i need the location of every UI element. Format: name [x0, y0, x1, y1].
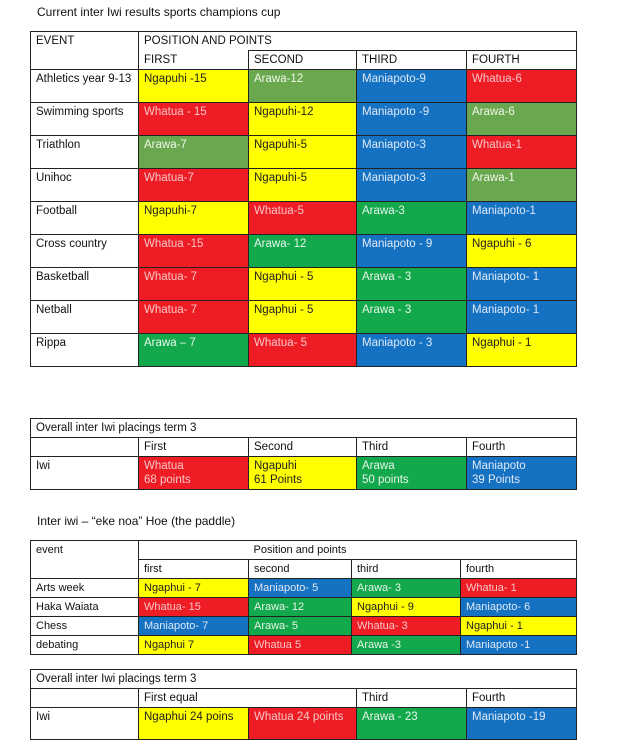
result-cell: Maniapoto - 3 [357, 334, 467, 367]
event-name: Triathlon [31, 136, 139, 169]
result-cell: Ngapuhi - 6 [467, 235, 577, 268]
eke-noa-title: Inter iwi – “eke noa” Hoe (the paddle) [37, 514, 236, 528]
result-cell: Maniapoto-9 [357, 70, 467, 103]
result-cell: Arawa- 12 [249, 598, 352, 617]
result-cell: Ngapuhi-5 [249, 136, 357, 169]
header-third: THIRD [357, 51, 467, 70]
event-name: Unihoc [31, 169, 139, 202]
result-cell: Maniapoto- 1 [467, 268, 577, 301]
result-cell: Maniapoto - 9 [357, 235, 467, 268]
header-first-equal: First equal [139, 689, 357, 708]
table-row [31, 136, 577, 169]
placing-cell [467, 457, 577, 490]
placing-cell [249, 457, 357, 490]
table-row [31, 301, 577, 334]
placing-cell [139, 457, 249, 490]
result-cell: Arawa -3 [352, 636, 461, 655]
iwi-name: Ngapuhi [254, 460, 297, 472]
overall-title: Overall inter Iwi placings term 3 [31, 419, 577, 438]
iwi-name: Whatua [144, 460, 184, 472]
result-cell: Ngapuhi-12 [249, 103, 357, 136]
placing-cell [357, 457, 467, 490]
overall-placings-table-2 [30, 669, 577, 740]
result-cell: Whatua- 5 [249, 334, 357, 367]
blank-cell [31, 689, 139, 708]
blank-cell [139, 541, 249, 560]
placing-cell: Ngaphui 24 poins [139, 708, 249, 740]
result-cell: Whatua-7 [139, 169, 249, 202]
result-cell: Whatua- 1 [461, 579, 577, 598]
result-cell: Ngaphui 7 [139, 636, 249, 655]
table-row [31, 579, 577, 598]
result-cell: Maniapoto-3 [357, 169, 467, 202]
event-name: Football [31, 202, 139, 235]
result-cell: Maniapoto- 7 [139, 617, 249, 636]
result-cell: Ngaphui - 5 [249, 301, 357, 334]
header-third: third [352, 560, 461, 579]
result-cell: Ngaphui - 7 [139, 579, 249, 598]
header-fourth: FOURTH [467, 51, 577, 70]
header-first: First [139, 438, 249, 457]
header-position-and-points: Position and points [249, 541, 577, 560]
iwi-points: 61 Points [254, 474, 302, 486]
table-row [31, 70, 577, 103]
result-cell: Arawa- 3 [352, 579, 461, 598]
event-name: Arts week [31, 579, 139, 598]
header-third: Third [357, 689, 467, 708]
table-row [31, 598, 577, 617]
sports-results-table [30, 31, 577, 367]
table-row [31, 235, 577, 268]
result-cell: Ngapuhi-5 [249, 169, 357, 202]
event-name: Haka Waiata [31, 598, 139, 617]
header-event: event [31, 541, 139, 579]
header-second: SECOND [249, 51, 357, 70]
iwi-name: Maniapoto [472, 460, 526, 472]
header-first: first [139, 560, 249, 579]
table-row [31, 617, 577, 636]
overall-title: Overall inter Iwi placings term 3 [31, 670, 577, 689]
result-cell: Arawa-3 [357, 202, 467, 235]
placing-cell: Arawa - 23 [357, 708, 467, 740]
header-first: FIRST [139, 51, 249, 70]
result-cell: Arawa - 3 [357, 268, 467, 301]
result-cell: Arawa – 7 [139, 334, 249, 367]
placing-cell: Maniapoto -19 [467, 708, 577, 740]
placing-cell: Whatua 24 points [249, 708, 357, 740]
event-name: Basketball [31, 268, 139, 301]
result-cell: Arawa- 12 [249, 235, 357, 268]
result-cell: Arawa - 3 [357, 301, 467, 334]
eke-noa-table [30, 540, 577, 655]
table-row [31, 708, 577, 740]
result-cell: Maniapoto- 1 [467, 301, 577, 334]
result-cell: Maniapoto -9 [357, 103, 467, 136]
result-cell: Arawa-12 [249, 70, 357, 103]
sports-title: Current inter Iwi results sports champions cup [37, 5, 281, 19]
header-third: Third [357, 438, 467, 457]
result-cell: Maniapoto-3 [357, 136, 467, 169]
table-row [31, 636, 577, 655]
result-cell: Whatua - 15 [139, 103, 249, 136]
header-fourth: Fourth [467, 689, 577, 708]
event-name: Netball [31, 301, 139, 334]
header-second: Second [249, 438, 357, 457]
row-label: Iwi [31, 708, 139, 740]
result-cell: Whatua -15 [139, 235, 249, 268]
header-second: second [249, 560, 352, 579]
result-cell: Whatua-5 [249, 202, 357, 235]
row-label: Iwi [31, 457, 139, 490]
iwi-points: 50 points [362, 474, 409, 486]
result-cell: Whatua 5 [249, 636, 352, 655]
result-cell: Whatua- 7 [139, 301, 249, 334]
result-cell: Whatua-1 [467, 136, 577, 169]
event-name: Rippa [31, 334, 139, 367]
result-cell: Maniapoto-1 [467, 202, 577, 235]
result-cell: Ngaphui - 9 [352, 598, 461, 617]
result-cell: Whatua- 3 [352, 617, 461, 636]
result-cell: Whatua- 7 [139, 268, 249, 301]
result-cell: Ngaphui - 5 [249, 268, 357, 301]
result-cell: Ngaphui - 1 [467, 334, 577, 367]
result-cell: Arawa-7 [139, 136, 249, 169]
table-row [31, 334, 577, 367]
event-name: Chess [31, 617, 139, 636]
table-row [31, 103, 577, 136]
result-cell: Arawa-1 [467, 169, 577, 202]
iwi-points: 39 Points [472, 474, 520, 486]
result-cell: Arawa- 5 [249, 617, 352, 636]
result-cell: Whatua- 15 [139, 598, 249, 617]
event-name: debating [31, 636, 139, 655]
blank-cell [31, 438, 139, 457]
header-fourth: fourth [461, 560, 577, 579]
result-cell: Maniapoto- 5 [249, 579, 352, 598]
header-position-and-points: POSITION AND POINTS [139, 32, 577, 51]
result-cell: Maniapoto- 6 [461, 598, 577, 617]
result-cell: Ngapuhi-7 [139, 202, 249, 235]
event-name: Athletics year 9-13 [31, 70, 139, 103]
iwi-points: 68 points [144, 474, 191, 486]
result-cell: Maniapoto -1 [461, 636, 577, 655]
header-event: EVENT [31, 32, 139, 70]
result-cell: Ngaphui - 1 [461, 617, 577, 636]
iwi-name: Arawa [362, 460, 395, 472]
event-name: Cross country [31, 235, 139, 268]
result-cell: Ngapuhi -15 [139, 70, 249, 103]
table-row [31, 169, 577, 202]
table-row [31, 202, 577, 235]
event-name: Swimming sports [31, 103, 139, 136]
table-row [31, 457, 577, 490]
header-fourth: Fourth [467, 438, 577, 457]
overall-placings-table [30, 418, 577, 490]
table-row [31, 268, 577, 301]
result-cell: Whatua-6 [467, 70, 577, 103]
result-cell: Arawa-6 [467, 103, 577, 136]
